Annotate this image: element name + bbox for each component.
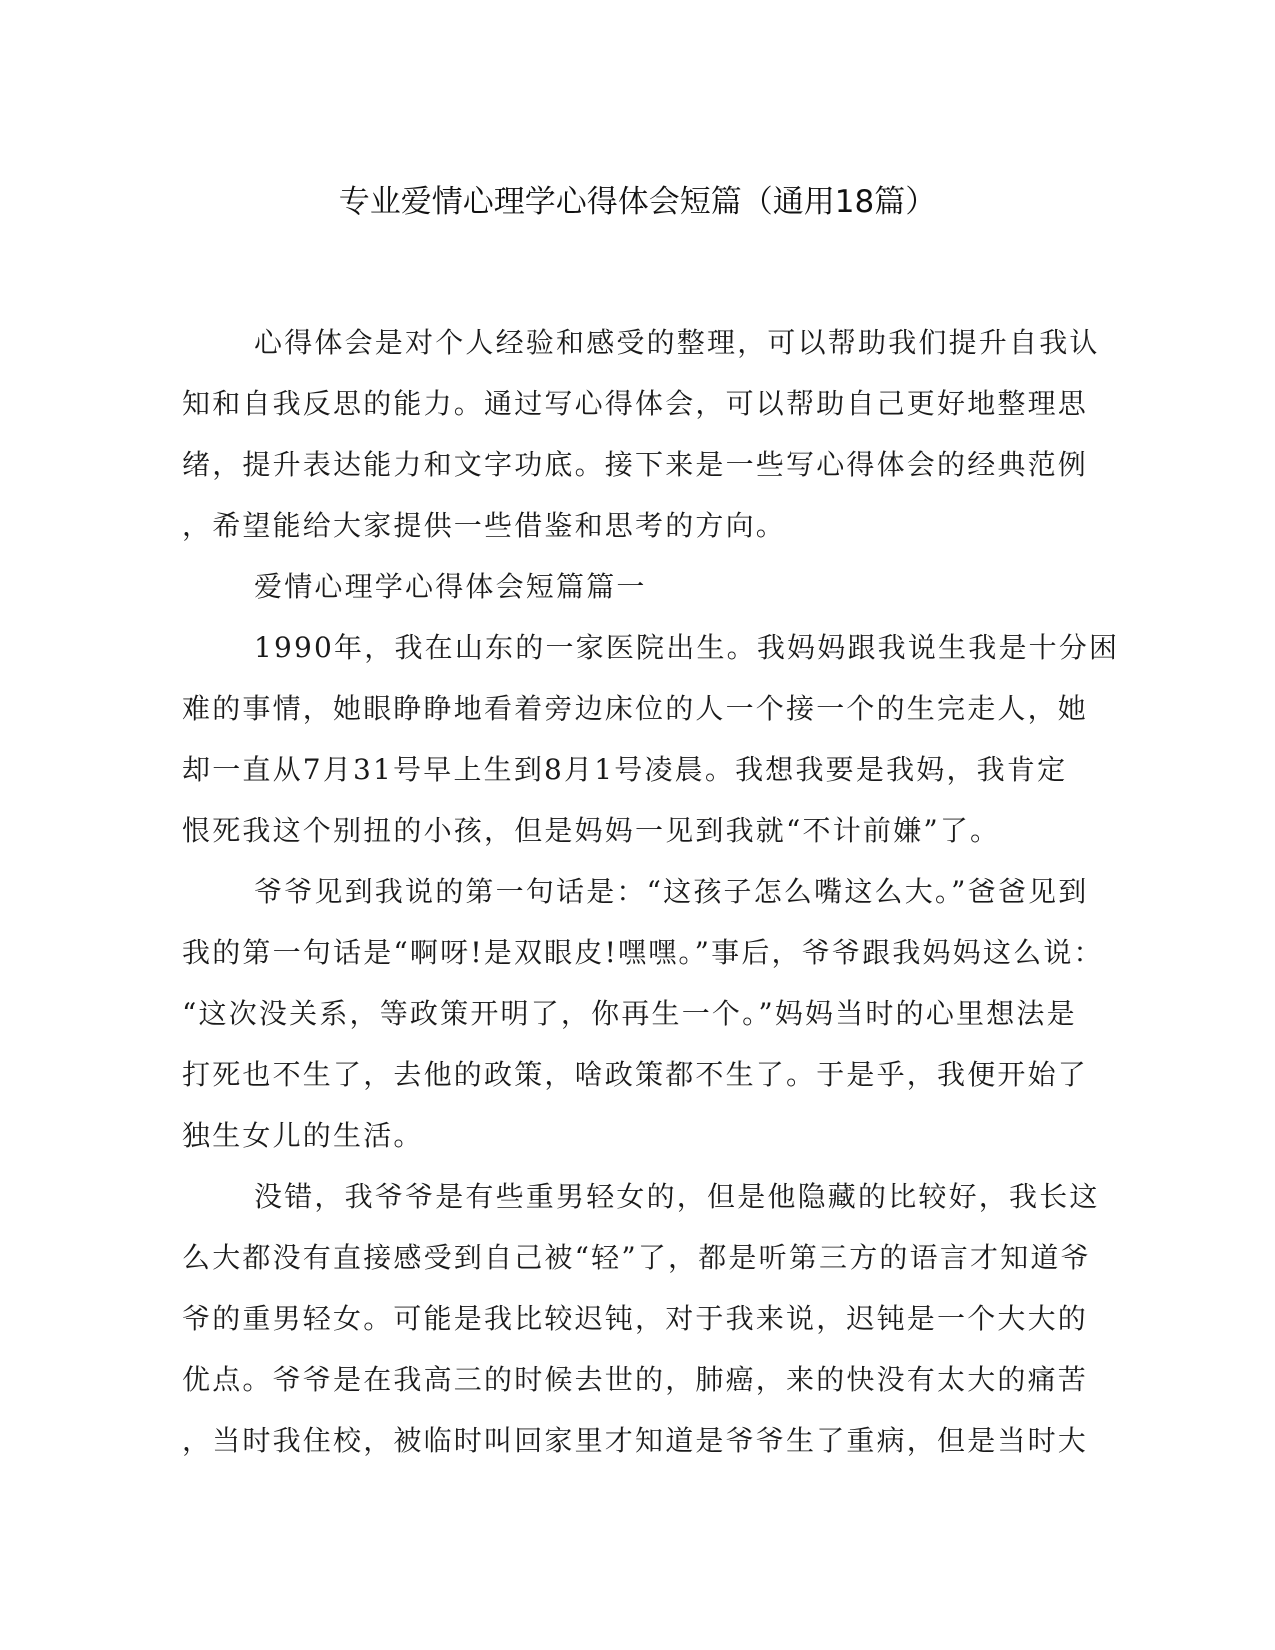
text-line: 打死也不生了，去他的政策，啥政策都不生了。于是乎，我便开始了 [182,1058,1089,1091]
text-line: 优点。爷爷是在我高三的时候去世的，肺癌，来的快没有太大的痛苦 [182,1363,1089,1396]
text-line: 心得体会是对个人经验和感受的整理，可以帮助我们提升自我认 [254,326,1100,359]
text-line: 独生女儿的生活。 [182,1119,424,1152]
text-line: 我的第一句话是“啊呀!是双眼皮!嘿嘿。”事后，爷爷跟我妈妈这么说： [182,936,1104,969]
text-line: “这次没关系，等政策开明了，你再生一个。”妈妈当时的心里想法是 [182,997,1077,1030]
text-line: 爷爷见到我说的第一句话是：“这孩子怎么嘴这么大。”爸爸见到 [254,875,1089,908]
text-line: 恨死我这个别扭的小孩，但是妈妈一见到我就“不计前嫌”了。 [182,814,1001,847]
text-line: 1990年，我在山东的一家医院出生。我妈妈跟我说生我是十分困 [254,631,1120,664]
text-line: 却一直从7月31号早上生到8月1号凌晨。我想我要是我妈，我肯定 [182,753,1068,786]
text-line: 知和自我反思的能力。通过写心得体会，可以帮助自己更好地整理思 [182,387,1089,420]
text-line: 没错，我爷爷是有些重男轻女的，但是他隐藏的比较好，我长这 [254,1180,1100,1213]
document-body [182,312,1120,1471]
text-line: ，希望能给大家提供一些借鉴和思考的方向。 [182,509,787,542]
section-heading: 爱情心理学心得体会短篇篇一 [254,570,647,603]
text-line: ，当时我住校，被临时叫回家里才知道是爷爷生了重病，但是当时大 [182,1424,1089,1457]
text-line: 爷的重男轻女。可能是我比较迟钝，对于我来说，迟钝是一个大大的 [182,1302,1089,1335]
text-line: 绪，提升表达能力和文字功底。接下来是一些写心得体会的经典范例 [182,448,1089,481]
text-line: 么大都没有直接感受到自己被“轻”了，都是听第三方的语言才知道爷 [182,1241,1091,1274]
text-line: 难的事情，她眼睁睁地看着旁边床位的人一个接一个的生完走人，她 [182,692,1089,725]
document-title: 专业爱情心理学心得体会短篇（通用18篇） [338,184,937,220]
